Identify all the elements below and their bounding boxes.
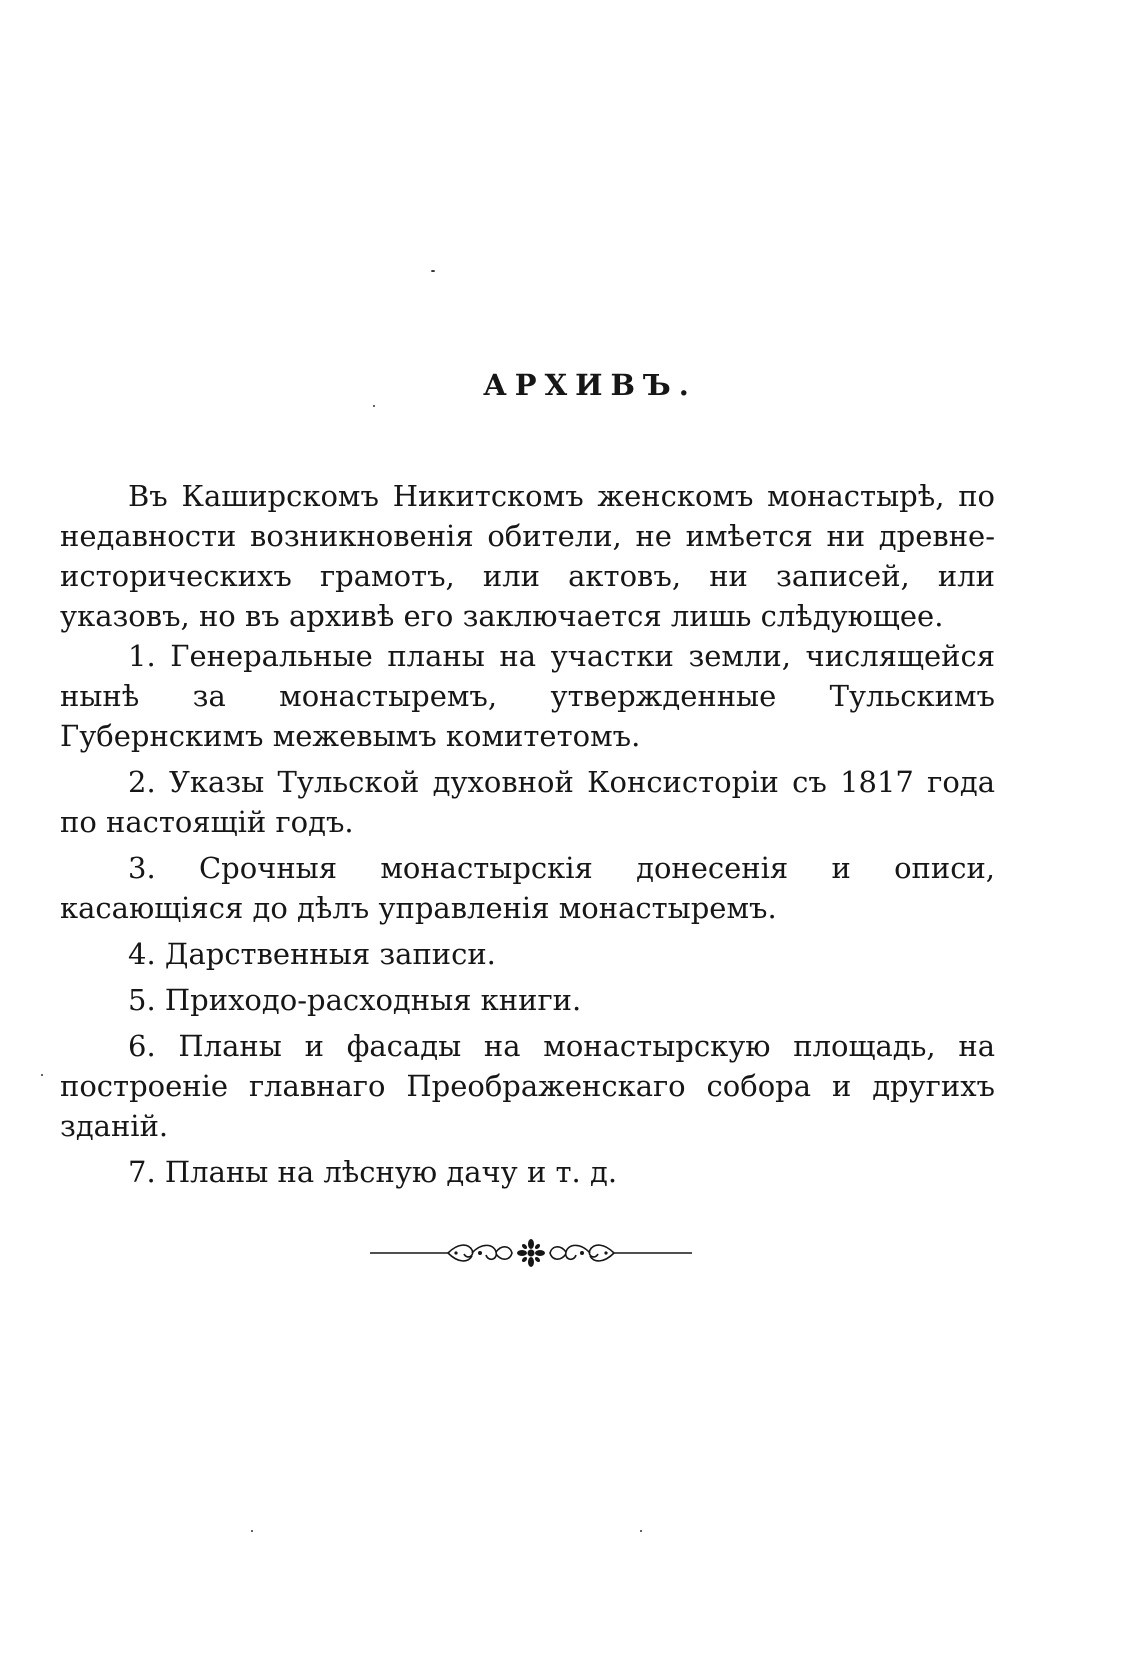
list-item: 5. Приходо-расходныя книги. <box>128 983 582 1017</box>
list-item: 7. Планы на лѣсную дачу и т. д. <box>128 1155 618 1189</box>
list-item: 6. Планы и фасады на монастырскую площадь, на построеніе главнаго Преображенскаго собора и другихъ зданій. <box>60 1029 995 1143</box>
body-text <box>60 476 995 1198</box>
ink-speck <box>431 270 435 272</box>
ink-speck <box>251 1530 253 1532</box>
floral-divider-icon <box>368 1238 694 1268</box>
list-item: 3. Срочныя монастырскія донесенія и описи, касающіяся до дѣлъ управленія монастыремъ. <box>60 851 995 925</box>
list-item: 4. Дарственныя записи. <box>128 937 496 971</box>
list-item: 2. Указы Тульской духовной Консисторіи съ 1817 года по настоящій годъ. <box>60 765 995 839</box>
page-title: АРХИВЪ. <box>483 368 697 402</box>
ink-speck <box>373 405 375 407</box>
list-item: 1. Генеральные планы на участки земли, числящейся нынѣ за монастыремъ, утвержденные Тульскимъ Губернскимъ межевымъ комитетомъ. <box>60 639 995 753</box>
ink-speck <box>41 1074 43 1076</box>
ink-speck <box>640 1530 642 1532</box>
intro-paragraph: Въ Каширскомъ Никитскомъ женскомъ монастырѣ, по недавности возникновенія обители, не имѣется ни древне-историческихъ грамотъ, или актовъ, ни записей, или указовъ, но въ архивѣ его заключается лишь слѣдующее. <box>60 479 995 633</box>
